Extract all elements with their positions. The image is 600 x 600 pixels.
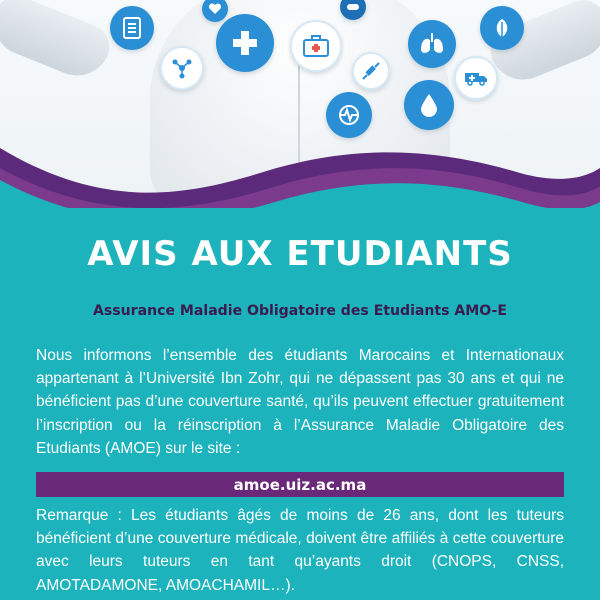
molecule-icon <box>160 46 204 90</box>
medical-cross-icon <box>216 14 274 72</box>
notice-title: AVIS AUX ETUDIANTS <box>87 234 513 274</box>
left-hand <box>0 0 116 85</box>
leaf-icon <box>480 6 524 50</box>
notice-paragraph-main: Nous informons l’ensemble des étudiants Marocains et Internationaux appartenant à l’Université Ibn Zohr, qui ne dépassent pas 30 ans et qui ne bénéficient pas d’une couverture santé, qu’ils peuvent effectuer gratuitement l’inscription ou la réinscription à l’Assurance Maladie Obligatoire des Etudiants (AMOE) sur le site : <box>36 347 564 457</box>
notepad-icon <box>110 6 154 50</box>
notice-remark: Remarque : Les étudiants âgés de moins de 26 ans, dont les tuteurs bénéficient d’une couverture médicale, doivent être affiliés à cette couverture avec leurs tuteurs en tant qu’ayants droit (CNOPS, CNSS, AMOTADAMONE, AMOACHAMIL…). <box>36 507 564 594</box>
syringe-icon <box>352 52 390 90</box>
first-aid-kit-icon <box>290 20 342 72</box>
notice-subtitle: Assurance Maladie Obligatoire des Etudiants AMO-E <box>93 303 507 319</box>
lungs-icon <box>408 20 456 68</box>
ambulance-icon <box>454 56 498 100</box>
website-link[interactable]: amoe.uiz.ac.ma <box>233 475 367 494</box>
website-link-bar[interactable] <box>36 472 564 497</box>
